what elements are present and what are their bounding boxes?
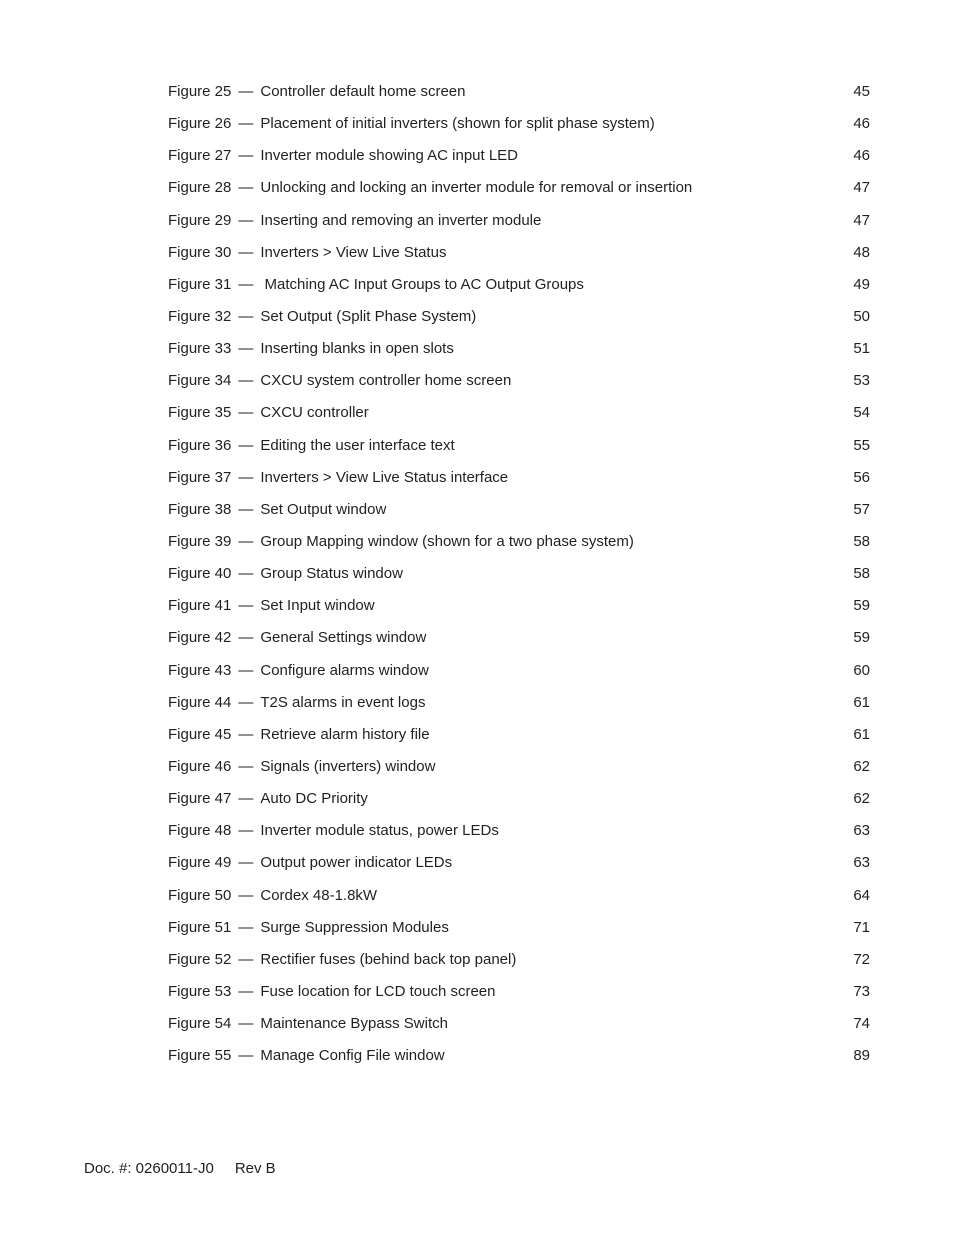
separator-dash: —	[238, 1015, 254, 1033]
figure-number: Figure 42	[168, 629, 232, 647]
separator-dash: —	[238, 372, 254, 390]
toc-entry[interactable]	[168, 948, 870, 980]
figure-number: Figure 48	[168, 822, 232, 840]
toc-entry[interactable]	[168, 176, 870, 208]
separator-dash: —	[238, 693, 254, 711]
figure-title: Group Mapping window (shown for a two phase system)	[260, 532, 634, 550]
list-of-figures	[168, 80, 870, 1076]
page-number: 59	[853, 629, 870, 647]
figure-title: Fuse location for LCD touch screen	[260, 982, 496, 1000]
figure-title: Set Output (Split Phase System)	[260, 307, 477, 325]
separator-dash: —	[238, 532, 254, 550]
separator-dash: —	[238, 757, 254, 775]
toc-entry[interactable]	[168, 916, 870, 948]
page-number: 72	[853, 950, 870, 968]
figure-number: Figure 29	[168, 211, 232, 229]
page-number: 45	[853, 83, 870, 100]
toc-entry[interactable]	[168, 369, 870, 401]
figure-number: Figure 32	[168, 307, 232, 325]
page-number: 62	[853, 757, 870, 775]
figure-title: CXCU system controller home screen	[260, 372, 512, 390]
figure-title: Inverter module status, power LEDs	[260, 822, 499, 840]
page-number: 61	[853, 725, 870, 743]
separator-dash: —	[238, 725, 254, 743]
figure-title: Group Status window	[260, 565, 403, 583]
page-number: 46	[853, 115, 870, 133]
toc-entry[interactable]	[168, 434, 870, 466]
toc-entry[interactable]	[168, 305, 870, 337]
toc-entry[interactable]	[168, 401, 870, 433]
toc-entry[interactable]	[168, 273, 870, 305]
separator-dash: —	[238, 340, 254, 358]
separator-dash: —	[238, 468, 254, 486]
page-number: 71	[853, 918, 870, 936]
figure-number: Figure 46	[168, 757, 232, 775]
page-number: 59	[853, 597, 870, 615]
figure-number: Figure 31	[168, 275, 232, 293]
revision-label: Rev B	[234, 1160, 276, 1177]
figure-number: Figure 52	[168, 950, 232, 968]
figure-title: Inserting and removing an inverter module	[260, 211, 542, 229]
toc-entry[interactable]	[168, 884, 870, 916]
toc-entry[interactable]	[168, 1012, 870, 1044]
toc-entry[interactable]	[168, 819, 870, 851]
page-number: 63	[853, 822, 870, 840]
figure-title: Surge Suppression Modules	[260, 918, 449, 936]
figure-title: Placement of initial inverters (shown for split phase system)	[260, 115, 655, 133]
figure-title: Rectifier fuses (behind back top panel)	[260, 950, 517, 968]
separator-dash: —	[238, 404, 254, 422]
toc-entry[interactable]	[168, 562, 870, 594]
figure-title: Inverters > View Live Status interface	[260, 468, 509, 486]
separator-dash: —	[238, 822, 254, 840]
figure-title: Set Output window	[260, 500, 387, 518]
figure-number: Figure 41	[168, 597, 232, 615]
figure-number: Figure 47	[168, 790, 232, 808]
figure-title: Configure alarms window	[260, 661, 429, 679]
figure-number: Figure 54	[168, 1015, 232, 1033]
page-number: 53	[853, 372, 870, 390]
separator-dash: —	[238, 918, 254, 936]
page-number: 63	[853, 854, 870, 872]
separator-dash: —	[238, 436, 254, 454]
page-number: 46	[853, 147, 870, 165]
separator-dash: —	[238, 790, 254, 808]
figure-title: Inserting blanks in open slots	[260, 340, 454, 358]
toc-entry[interactable]	[168, 466, 870, 498]
figure-title: Inverters > View Live Status	[260, 243, 447, 261]
page-number: 57	[853, 500, 870, 518]
separator-dash: —	[238, 661, 254, 679]
figure-title: Editing the user interface text	[260, 436, 455, 454]
toc-entry[interactable]	[168, 691, 870, 723]
figure-number: Figure 50	[168, 886, 232, 904]
page-number: 89	[853, 1047, 870, 1065]
separator-dash: —	[238, 179, 254, 197]
figure-number: Figure 45	[168, 725, 232, 743]
page-number: 74	[853, 1015, 870, 1033]
figure-number: Figure 30	[168, 243, 232, 261]
page-number: 47	[853, 179, 870, 197]
page-number: 58	[853, 532, 870, 550]
figure-title: Retrieve alarm history file	[260, 725, 430, 743]
toc-entry[interactable]	[168, 530, 870, 562]
figure-number: Figure 33	[168, 340, 232, 358]
figure-title: Cordex 48-1.8kW	[260, 886, 378, 904]
separator-dash: —	[238, 500, 254, 518]
figure-title: CXCU controller	[260, 404, 369, 422]
figure-number: Figure 34	[168, 372, 232, 390]
toc-entry[interactable]	[168, 209, 870, 241]
figure-title: Manage Config File window	[260, 1047, 445, 1065]
page-number: 50	[853, 307, 870, 325]
page-number: 54	[853, 404, 870, 422]
figure-title: Signals (inverters) window	[260, 757, 436, 775]
separator-dash: —	[238, 211, 254, 229]
figure-title: General Settings window	[260, 629, 427, 647]
figure-number: Figure 39	[168, 532, 232, 550]
page-number: 48	[853, 243, 870, 261]
separator-dash: —	[238, 147, 254, 165]
separator-dash: —	[238, 275, 254, 293]
toc-entry[interactable]	[168, 80, 870, 112]
toc-entry[interactable]	[168, 112, 870, 144]
separator-dash: —	[238, 565, 254, 583]
figure-number: Figure 53	[168, 982, 232, 1000]
figure-title: T2S alarms in event logs	[260, 693, 426, 711]
page-footer	[84, 1158, 276, 1180]
figure-number: Figure 40	[168, 565, 232, 583]
page-number: 55	[853, 436, 870, 454]
separator-dash: —	[238, 1047, 254, 1065]
toc-entry[interactable]	[168, 626, 870, 658]
figure-number: Figure 26	[168, 115, 232, 133]
figure-number: Figure 49	[168, 854, 232, 872]
toc-entry[interactable]	[168, 498, 870, 530]
figure-title: Output power indicator LEDs	[260, 854, 453, 872]
toc-entry[interactable]	[168, 723, 870, 755]
toc-entry[interactable]	[168, 594, 870, 626]
figure-number: Figure 38	[168, 500, 232, 518]
figure-number: Figure 36	[168, 436, 232, 454]
toc-entry[interactable]	[168, 659, 870, 691]
page-number: 49	[853, 275, 870, 293]
figure-number: Figure 37	[168, 468, 232, 486]
figure-title: Auto DC Priority	[260, 790, 368, 808]
toc-entry[interactable]	[168, 980, 870, 1012]
page-number: 73	[853, 982, 870, 1000]
doc-number: Doc. #: 0260011-J0	[84, 1160, 214, 1177]
page-number: 58	[853, 565, 870, 583]
separator-dash: —	[238, 307, 254, 325]
separator-dash: —	[238, 83, 254, 100]
figure-title: Inverter module showing AC input LED	[260, 147, 519, 165]
figure-number: Figure 27	[168, 147, 232, 165]
toc-entry[interactable]	[168, 787, 870, 819]
figure-number: Figure 35	[168, 404, 232, 422]
page-number: 62	[853, 790, 870, 808]
figure-number: Figure 51	[168, 918, 232, 936]
separator-dash: —	[238, 629, 254, 647]
page-number: 61	[853, 693, 870, 711]
separator-dash: —	[238, 950, 254, 968]
page-number: 60	[853, 661, 870, 679]
separator-dash: —	[238, 886, 254, 904]
figure-title: Set Input window	[260, 597, 375, 615]
figure-title: Unlocking and locking an inverter module for removal or insertion	[260, 179, 693, 197]
toc-entry[interactable]	[168, 241, 870, 273]
figure-number: Figure 25	[168, 83, 232, 100]
separator-dash: —	[238, 597, 254, 615]
toc-entry[interactable]	[168, 755, 870, 787]
toc-entry[interactable]	[168, 144, 870, 176]
page-number: 47	[853, 211, 870, 229]
figure-title: Controller default home screen	[260, 83, 466, 100]
figure-number: Figure 28	[168, 179, 232, 197]
figure-number: Figure 43	[168, 661, 232, 679]
toc-entry[interactable]	[168, 337, 870, 369]
figure-number: Figure 44	[168, 693, 232, 711]
separator-dash: —	[238, 243, 254, 261]
separator-dash: —	[238, 854, 254, 872]
toc-entry[interactable]	[168, 1044, 870, 1076]
figure-number: Figure 55	[168, 1047, 232, 1065]
figure-title: Maintenance Bypass Switch	[260, 1015, 448, 1033]
separator-dash: —	[238, 982, 254, 1000]
separator-dash: —	[238, 115, 254, 133]
page-number: 51	[853, 340, 870, 358]
figure-title: Matching AC Input Groups to AC Output Groups	[260, 275, 584, 293]
toc-entry[interactable]	[168, 851, 870, 883]
page-number: 56	[853, 468, 870, 486]
page-number: 64	[853, 886, 870, 904]
